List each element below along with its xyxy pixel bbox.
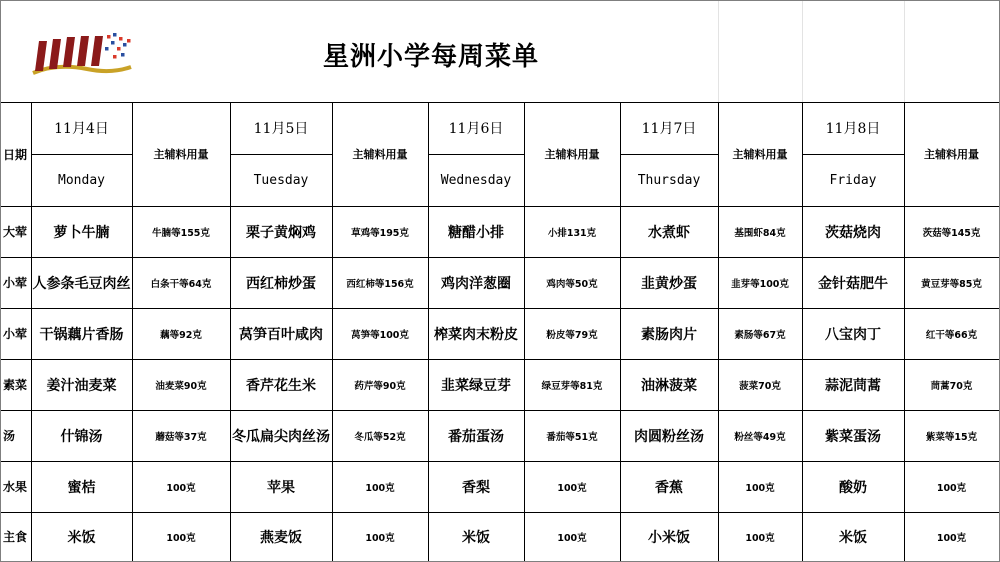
- day-date: 11月4日: [54, 121, 109, 137]
- quantity-cell: 白条干等64克: [150, 278, 212, 290]
- quantity-header: 主辅料用量: [924, 148, 979, 161]
- dish-cell: 香芹花生米: [246, 377, 316, 394]
- logo-dot: [105, 47, 109, 51]
- quantity-cell: 鸡肉等50克: [546, 278, 598, 290]
- dish-cell: 韭黄炒蛋: [641, 275, 697, 292]
- day-weekday: Thursday: [637, 172, 701, 188]
- day-date: 11月8日: [825, 121, 881, 137]
- quantity-cell: 番茄等51克: [546, 431, 598, 443]
- page-title: 星洲小学每周菜单: [322, 41, 539, 72]
- dish-cell: 酸奶: [839, 479, 867, 496]
- day-weekday: Tuesday: [253, 172, 309, 188]
- dish-cell: 鸡肉洋葱圈: [441, 275, 511, 292]
- title-gridline: [718, 1, 719, 102]
- quantity-cell: 100克: [745, 532, 775, 544]
- dish-cell: 榨菜肉末粉皮: [434, 326, 518, 343]
- dish-cell: 人参条毛豆肉丝: [32, 275, 131, 292]
- row-label: 大荤: [3, 225, 28, 239]
- day-weekday: Friday: [829, 172, 877, 188]
- quantity-header: 主辅料用量: [153, 148, 209, 161]
- dish-cell: 干锅藕片香肠: [39, 326, 124, 343]
- dish-cell: 小米饭: [648, 529, 690, 546]
- quantity-cell: 粉丝等49克: [734, 431, 786, 443]
- quantity-cell: 牛腩等155克: [152, 227, 210, 239]
- logo-bar: [77, 36, 89, 66]
- dish-cell: 莴笋百叶咸肉: [239, 326, 323, 343]
- quantity-cell: 冬瓜等52克: [354, 431, 406, 443]
- dish-cell: 米饭: [67, 529, 96, 546]
- dish-cell: 栗子黄焖鸡: [246, 224, 316, 241]
- day-date: 11月6日: [448, 121, 504, 137]
- quantity-cell: 韭芽等100克: [731, 278, 789, 290]
- logo-bar: [49, 39, 61, 69]
- quantity-header: 主辅料用量: [352, 148, 408, 161]
- quantity-cell: 绿豆芽等81克: [541, 380, 603, 392]
- quantity-cell: 红干等66克: [925, 329, 978, 341]
- dish-cell: 米饭: [839, 529, 867, 546]
- logo-dot: [121, 53, 125, 57]
- dish-cell: 香梨: [462, 479, 490, 496]
- dish-cell: 紫菜蛋汤: [825, 428, 881, 445]
- quantity-cell: 粉皮等79克: [546, 329, 598, 341]
- quantity-cell: 100克: [166, 482, 196, 494]
- quantity-cell: 100克: [557, 532, 587, 544]
- quantity-cell: 藕等92克: [160, 329, 202, 341]
- row-label: 水果: [3, 480, 28, 494]
- title-gridline: [802, 1, 803, 102]
- dish-cell: 油淋菠菜: [641, 377, 697, 394]
- quantity-cell: 100克: [557, 482, 587, 494]
- row-label: 小荤: [3, 327, 28, 341]
- day-date: 11月5日: [253, 121, 309, 137]
- logo-dot: [111, 41, 115, 45]
- dish-cell: 冬瓜扁尖肉丝汤: [232, 428, 330, 445]
- dish-cell: 蒜泥茼蒿: [825, 377, 881, 394]
- dish-cell: 西红柿炒蛋: [246, 275, 316, 292]
- quantity-cell: 素肠等67克: [734, 329, 786, 341]
- dish-cell: 苹果: [267, 479, 295, 496]
- logo-dot: [119, 37, 123, 41]
- dish-cell: 燕麦饭: [260, 529, 302, 546]
- title-gridline: [904, 1, 905, 102]
- dish-cell: 糖醋小排: [448, 224, 504, 241]
- day-weekday: Monday: [58, 172, 105, 188]
- logo-bar: [35, 41, 47, 71]
- logo-dot: [123, 43, 127, 47]
- logo-bar: [63, 37, 75, 67]
- quantity-cell: 100克: [365, 532, 395, 544]
- quantity-cell: 莴笋等100克: [351, 329, 409, 341]
- row-label: 小荤: [3, 276, 28, 290]
- quantity-cell: 小排131克: [547, 227, 597, 239]
- quantity-header: 主辅料用量: [732, 148, 788, 161]
- logo-dot: [127, 39, 131, 43]
- day-date: 11月7日: [641, 121, 697, 137]
- quantity-cell: 药芹等90克: [354, 380, 406, 392]
- dish-cell: 素肠肉片: [641, 326, 697, 343]
- day-weekday: Wednesday: [440, 172, 512, 188]
- logo-dot: [107, 35, 111, 39]
- dish-cell: 姜汁油麦菜: [46, 377, 117, 394]
- dish-cell: 韭菜绿豆芽: [441, 377, 511, 394]
- quantity-cell: 茼蒿70克: [930, 380, 973, 392]
- logo-dot: [117, 47, 121, 51]
- logo-dot: [113, 55, 117, 59]
- row-label: 汤: [3, 429, 16, 443]
- quantity-cell: 100克: [936, 482, 967, 494]
- dish-cell: 八宝肉丁: [825, 326, 881, 343]
- quantity-cell: 菠菜70克: [739, 380, 781, 392]
- quantity-cell: 西红柿等156克: [346, 278, 414, 290]
- quantity-cell: 100克: [365, 482, 395, 494]
- quantity-cell: 基围虾84克: [734, 227, 786, 239]
- quantity-cell: 蘑菇等37克: [155, 431, 207, 443]
- dish-cell: 肉圆粉丝汤: [634, 428, 704, 445]
- quantity-cell: 100克: [936, 532, 967, 544]
- dish-cell: 金针菇肥牛: [818, 275, 888, 292]
- dish-cell: 茨菇烧肉: [825, 224, 881, 241]
- dish-cell: 萝卜牛腩: [53, 224, 110, 241]
- dish-cell: 水煮虾: [648, 224, 690, 241]
- quantity-cell: 茨菇等145克: [922, 227, 981, 239]
- row-label: 素菜: [3, 378, 28, 392]
- quantity-cell: 紫菜等15克: [925, 431, 978, 443]
- logo-swoosh: [33, 67, 131, 73]
- logo-dot: [113, 33, 117, 37]
- dish-cell: 什锦汤: [60, 428, 103, 445]
- school-logo: [27, 27, 133, 79]
- dish-cell: 蜜桔: [67, 479, 96, 496]
- corner-label-date: 日期: [3, 147, 28, 162]
- quantity-header: 主辅料用量: [544, 148, 600, 161]
- quantity-cell: 100克: [166, 532, 196, 544]
- quantity-cell: 草鸡等195克: [351, 227, 409, 239]
- quantity-cell: 100克: [745, 482, 775, 494]
- dish-cell: 番茄蛋汤: [448, 428, 504, 445]
- dish-cell: 香蕉: [655, 479, 683, 496]
- dish-cell: 米饭: [462, 529, 490, 546]
- logo-bar: [91, 36, 103, 66]
- row-label: 主食: [3, 530, 28, 544]
- quantity-cell: 黄豆芽等85克: [921, 278, 982, 290]
- quantity-cell: 油麦菜90克: [155, 380, 207, 392]
